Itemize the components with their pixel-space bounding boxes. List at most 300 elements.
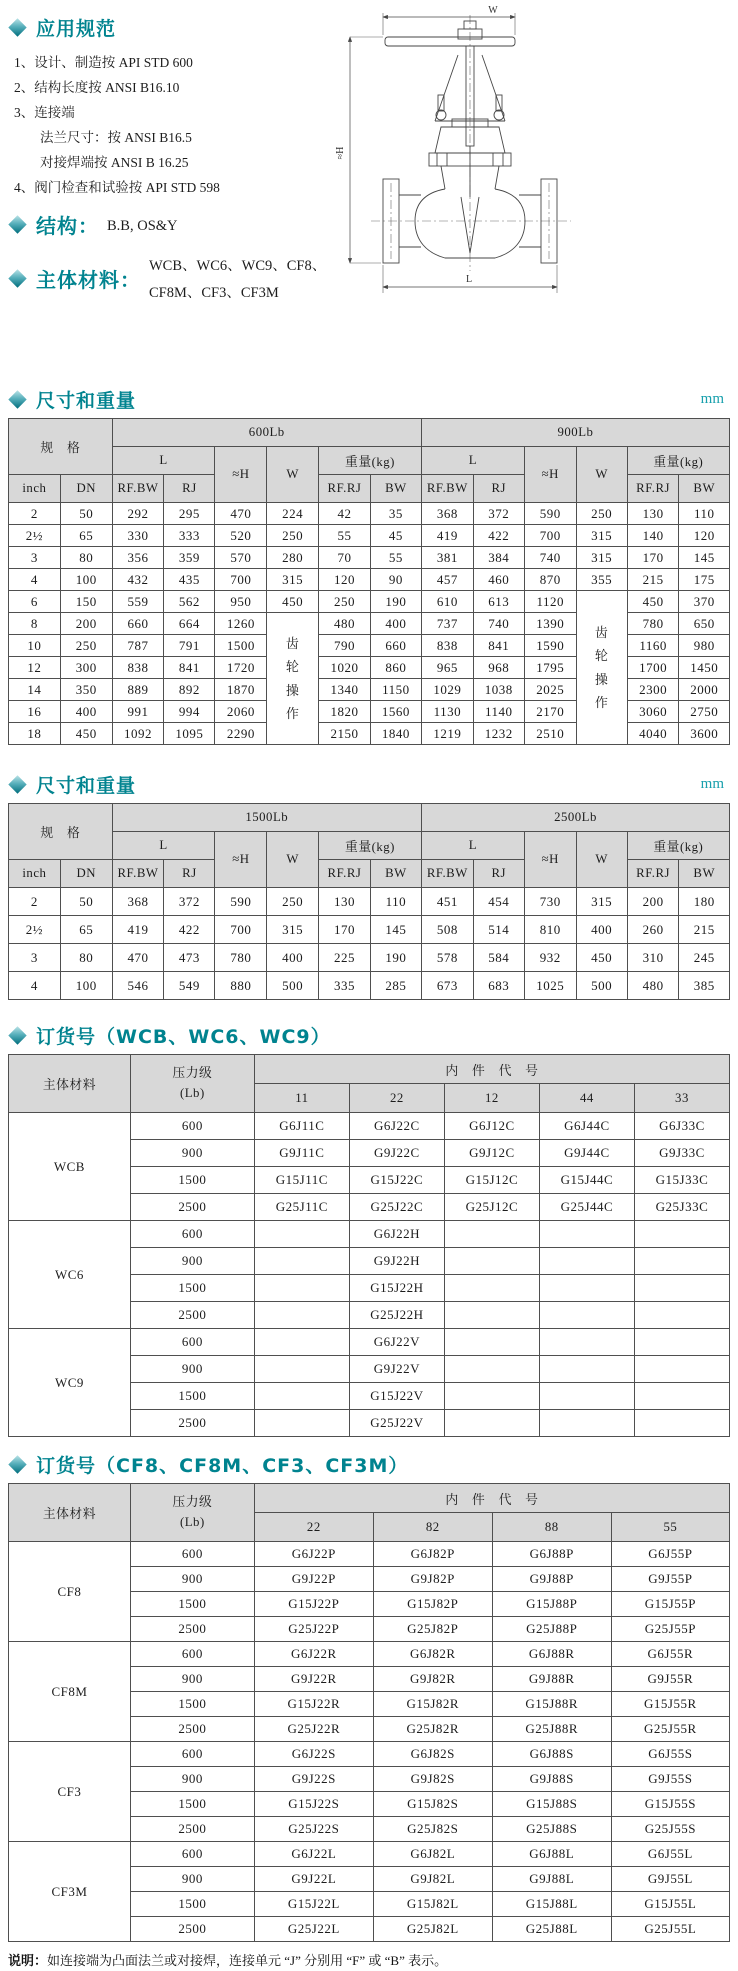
order-table-cf8 (8, 1483, 730, 1942)
data-cell: 419 (112, 916, 164, 944)
data-table (8, 803, 730, 1000)
diamond-icon (8, 1455, 26, 1473)
data-cell: G25J88R (492, 1717, 611, 1742)
data-cell (254, 1302, 349, 1329)
data-cell: 664 (164, 613, 215, 635)
header-cell: 22 (254, 1513, 373, 1542)
data-cell: G6J22H (349, 1221, 444, 1248)
data-cell: 590 (524, 503, 576, 525)
header-row (9, 1484, 730, 1513)
data-cell: 600 (130, 1329, 254, 1356)
data-cell: 900 (130, 1567, 254, 1592)
header-cell: RJ (164, 860, 215, 888)
header-row (9, 1055, 730, 1084)
header-cell: L (421, 447, 524, 475)
data-cell: 546 (112, 972, 164, 1000)
data-cell: 2000 (679, 679, 730, 701)
data-cell: 2500 (130, 1817, 254, 1842)
data-cell: WC6 (9, 1221, 131, 1329)
data-cell: 451 (421, 888, 473, 916)
data-cell: 600 (130, 1113, 254, 1140)
data-cell: 1500 (130, 1592, 254, 1617)
data-cell: G9J82L (373, 1867, 492, 1892)
data-cell: G9J88P (492, 1567, 611, 1592)
order-table-wcb (8, 1054, 730, 1437)
data-cell: 1130 (421, 701, 473, 723)
data-cell: G6J55R (611, 1642, 729, 1667)
data-cell: 315 (576, 525, 627, 547)
data-cell: 145 (370, 916, 421, 944)
data-cell: 1260 (215, 613, 267, 635)
data-cell: 150 (60, 591, 112, 613)
data-cell: 838 (421, 635, 473, 657)
material-line: CF8M、CF3、CF3M (149, 285, 279, 301)
data-cell: 250 (319, 591, 371, 613)
data-cell: 980 (679, 635, 730, 657)
header-cell: ≈H (524, 447, 576, 503)
header-cell: inch (9, 475, 61, 503)
header-cell: 88 (492, 1513, 611, 1542)
data-cell: G15J22P (254, 1592, 373, 1617)
data-cell: 10 (9, 635, 61, 657)
data-cell: G15J22C (349, 1167, 444, 1194)
header-cell: RF.BW (112, 860, 164, 888)
data-cell: 422 (473, 525, 524, 547)
data-cell: G25J22V (349, 1410, 444, 1437)
header-cell: W (267, 447, 319, 503)
material-label: 主体材料： (36, 267, 141, 292)
data-cell: G6J55L (611, 1842, 729, 1867)
data-cell: 335 (319, 972, 371, 1000)
data-cell: G9J22C (349, 1140, 444, 1167)
data-cell: 400 (267, 944, 319, 972)
data-cell: 3060 (627, 701, 679, 723)
table-row (9, 547, 730, 569)
data-cell: 900 (130, 1867, 254, 1892)
data-cell: G15J88R (492, 1692, 611, 1717)
data-cell: 260 (627, 916, 679, 944)
data-cell: G15J44C (539, 1167, 634, 1194)
data-cell: 250 (60, 635, 112, 657)
data-cell: 2500 (130, 1917, 254, 1942)
table-row (9, 1542, 730, 1567)
data-cell: 16 (9, 701, 61, 723)
data-cell: 285 (370, 972, 421, 1000)
table-row (9, 972, 730, 1000)
header-cell: 主体材料 (9, 1055, 131, 1113)
dim-table-1500-2500 (8, 803, 730, 1000)
structure-value: B.B, OS&Y (107, 217, 178, 234)
data-cell: 650 (679, 613, 730, 635)
data-cell: 450 (627, 591, 679, 613)
header-cell: RF.BW (421, 475, 473, 503)
data-cell: 473 (164, 944, 215, 972)
dim-table2-heading (0, 771, 738, 797)
data-cell: 2025 (524, 679, 576, 701)
gear-operated-cell: 齿 轮 操 作 (267, 613, 319, 745)
data-table (8, 1483, 730, 1942)
data-cell: G9J33C (634, 1140, 729, 1167)
data-cell: 932 (524, 944, 576, 972)
data-cell: 500 (576, 972, 627, 1000)
data-cell: 1020 (319, 657, 371, 679)
header-row (9, 804, 730, 832)
data-cell (634, 1383, 729, 1410)
data-cell (539, 1410, 634, 1437)
data-cell: 450 (267, 591, 319, 613)
data-cell: G9J55S (611, 1767, 729, 1792)
data-cell: G15J88P (492, 1592, 611, 1617)
data-cell: 470 (215, 503, 267, 525)
data-cell: 600 (130, 1742, 254, 1767)
data-cell: 359 (164, 547, 215, 569)
data-cell: 130 (319, 888, 371, 916)
header-cell: 内 件 代 号 (254, 1484, 729, 1513)
data-cell: 810 (524, 916, 576, 944)
data-cell: 1232 (473, 723, 524, 745)
diamond-icon (8, 269, 26, 287)
data-cell: G6J22C (349, 1113, 444, 1140)
data-cell: 1450 (679, 657, 730, 679)
data-cell: 419 (421, 525, 473, 547)
data-cell: G6J44C (539, 1113, 634, 1140)
data-cell: 1140 (473, 701, 524, 723)
data-cell: 110 (370, 888, 421, 916)
data-cell: G25J22S (254, 1817, 373, 1842)
data-cell: 50 (60, 888, 112, 916)
data-cell: 130 (627, 503, 679, 525)
table-row (9, 1221, 730, 1248)
structure-label: 结构： (36, 214, 99, 238)
header-cell: W (576, 832, 627, 888)
data-cell: 508 (421, 916, 473, 944)
data-cell: 65 (60, 525, 112, 547)
data-cell (444, 1302, 539, 1329)
data-cell: 100 (60, 569, 112, 591)
header-cell: 82 (373, 1513, 492, 1542)
data-cell: 4 (9, 569, 61, 591)
data-cell: 1820 (319, 701, 371, 723)
data-cell: 120 (679, 525, 730, 547)
data-cell (444, 1275, 539, 1302)
data-cell: 315 (267, 569, 319, 591)
table-row (9, 888, 730, 916)
data-cell: 1700 (627, 657, 679, 679)
data-cell: G25J22H (349, 1302, 444, 1329)
data-cell (254, 1248, 349, 1275)
data-cell: G15J55R (611, 1692, 729, 1717)
data-cell: G15J55P (611, 1592, 729, 1617)
data-cell: 1500 (130, 1275, 254, 1302)
data-cell: 660 (112, 613, 164, 635)
header-cell: L (421, 832, 524, 860)
header-cell: 55 (611, 1513, 729, 1542)
data-cell: 250 (267, 888, 319, 916)
header-cell: ≈H (524, 832, 576, 888)
data-cell: G25J82S (373, 1817, 492, 1842)
data-cell: 3600 (679, 723, 730, 745)
section-title: 尺寸和重量 (36, 774, 137, 797)
data-cell: 215 (627, 569, 679, 591)
data-cell: 310 (627, 944, 679, 972)
data-cell: 1795 (524, 657, 576, 679)
data-cell (444, 1248, 539, 1275)
data-cell: 2510 (524, 723, 576, 745)
header-cell: 重量(kg) (627, 832, 729, 860)
data-cell: 787 (112, 635, 164, 657)
header-row (9, 447, 730, 475)
data-cell: 2290 (215, 723, 267, 745)
diamond-icon (8, 390, 26, 408)
data-cell: 80 (60, 547, 112, 569)
data-cell: 370 (679, 591, 730, 613)
data-cell: G15J88S (492, 1792, 611, 1817)
dim-label-w: W (488, 5, 498, 16)
data-cell: 683 (473, 972, 524, 1000)
header-cell: 重量(kg) (627, 447, 729, 475)
data-cell (254, 1383, 349, 1410)
header-cell: BW (679, 475, 730, 503)
dim-table-600-900 (8, 418, 730, 745)
data-cell: 737 (421, 613, 473, 635)
data-cell (634, 1329, 729, 1356)
data-cell: G25J22C (349, 1194, 444, 1221)
data-cell (634, 1410, 729, 1437)
header-row (9, 419, 730, 447)
data-cell (539, 1221, 634, 1248)
data-cell: G25J82L (373, 1917, 492, 1942)
data-cell: G25J82P (373, 1617, 492, 1642)
data-cell: 18 (9, 723, 61, 745)
spec-item: 4、阀门检查和试验按 API STD 598 (14, 180, 220, 195)
data-cell: 12 (9, 657, 61, 679)
data-cell: 2300 (627, 679, 679, 701)
data-cell: 1120 (524, 591, 576, 613)
data-cell: 584 (473, 944, 524, 972)
spec-item: 2、结构长度按 ANSI B16.10 (14, 80, 180, 95)
data-cell: 2500 (130, 1302, 254, 1329)
diamond-icon (8, 215, 26, 233)
data-cell: 613 (473, 591, 524, 613)
table-row (9, 503, 730, 525)
data-cell: 372 (164, 888, 215, 916)
data-cell: G9J88S (492, 1767, 611, 1792)
data-cell: 315 (576, 547, 627, 569)
data-cell: 1500 (130, 1792, 254, 1817)
header-cell: 44 (539, 1084, 634, 1113)
header-cell: 规 格 (9, 419, 113, 475)
header-cell: RJ (473, 860, 524, 888)
data-cell: G15J12C (444, 1167, 539, 1194)
data-cell: 120 (319, 569, 371, 591)
spec-item: 1、设计、制造按 API STD 600 (14, 55, 193, 70)
data-cell (539, 1302, 634, 1329)
data-cell: 385 (679, 972, 730, 1000)
section-title: 尺寸和重量 (36, 389, 137, 412)
data-cell: 780 (627, 613, 679, 635)
data-cell: 892 (164, 679, 215, 701)
data-cell: 1038 (473, 679, 524, 701)
data-cell: G15J22R (254, 1692, 373, 1717)
data-cell: G9J11C (254, 1140, 349, 1167)
data-cell: G6J22L (254, 1842, 373, 1867)
data-cell: 330 (112, 525, 164, 547)
data-cell: WC9 (9, 1329, 131, 1437)
data-cell: G6J33C (634, 1113, 729, 1140)
header-cell: W (576, 447, 627, 503)
table-row (9, 944, 730, 972)
table-row (9, 1642, 730, 1667)
data-cell: G6J82R (373, 1642, 492, 1667)
data-cell: 514 (473, 916, 524, 944)
data-cell: G15J11C (254, 1167, 349, 1194)
data-cell: 190 (370, 944, 421, 972)
data-cell: 1500 (130, 1692, 254, 1717)
data-cell: 65 (60, 916, 112, 944)
data-cell: 1500 (130, 1383, 254, 1410)
header-cell: inch (9, 860, 61, 888)
data-cell: 140 (627, 525, 679, 547)
data-cell: 870 (524, 569, 576, 591)
spec-item: 3、连接端 (14, 105, 75, 120)
data-cell: 400 (576, 916, 627, 944)
data-cell: G9J22H (349, 1248, 444, 1275)
data-cell: 368 (112, 888, 164, 916)
data-cell: 4 (9, 972, 61, 1000)
data-cell: 780 (215, 944, 267, 972)
data-cell: 570 (215, 547, 267, 569)
table-row (9, 1742, 730, 1767)
data-cell: G15J82R (373, 1692, 492, 1717)
data-cell: 224 (267, 503, 319, 525)
data-cell: 1160 (627, 635, 679, 657)
table-row (9, 569, 730, 591)
header-cell: ≈H (215, 447, 267, 503)
data-cell: G9J22S (254, 1767, 373, 1792)
data-cell: 889 (112, 679, 164, 701)
data-cell: 381 (421, 547, 473, 569)
header-cell: DN (60, 860, 112, 888)
data-cell: 610 (421, 591, 473, 613)
data-cell: G9J82S (373, 1767, 492, 1792)
data-cell: 180 (679, 888, 730, 916)
data-cell: 8 (9, 613, 61, 635)
data-cell: 1029 (421, 679, 473, 701)
data-cell: 2150 (319, 723, 371, 745)
data-cell: G6J55S (611, 1742, 729, 1767)
header-cell: BW (679, 860, 730, 888)
data-cell: 660 (370, 635, 421, 657)
data-cell: G9J22L (254, 1867, 373, 1892)
data-cell: G25J55R (611, 1717, 729, 1742)
data-cell: 1025 (524, 972, 576, 1000)
data-cell: 950 (215, 591, 267, 613)
data-cell: 435 (164, 569, 215, 591)
data-cell: 300 (60, 657, 112, 679)
data-cell: 860 (370, 657, 421, 679)
data-cell: 900 (130, 1248, 254, 1275)
data-cell: 590 (215, 888, 267, 916)
data-cell: CF3M (9, 1842, 131, 1942)
data-cell (254, 1221, 349, 1248)
data-cell: G15J22H (349, 1275, 444, 1302)
data-cell: G6J82P (373, 1542, 492, 1567)
data-cell (444, 1221, 539, 1248)
header-cell: 规 格 (9, 804, 113, 860)
data-cell: 880 (215, 972, 267, 1000)
data-cell (634, 1221, 729, 1248)
data-cell: G9J82R (373, 1667, 492, 1692)
header-cell: 12 (444, 1084, 539, 1113)
data-cell: 1092 (112, 723, 164, 745)
data-cell: G25J55L (611, 1917, 729, 1942)
data-cell: 991 (112, 701, 164, 723)
data-cell: 3 (9, 944, 61, 972)
data-cell: 700 (215, 916, 267, 944)
data-cell: 600 (130, 1642, 254, 1667)
data-cell: CF8M (9, 1642, 131, 1742)
table-row (9, 1113, 730, 1140)
header-row (9, 832, 730, 860)
data-cell: 215 (679, 916, 730, 944)
table-row (9, 525, 730, 547)
header-cell: RF.RJ (319, 475, 371, 503)
data-cell: 454 (473, 888, 524, 916)
material-line: WCB、WC6、WC9、CF8、 (149, 258, 327, 274)
data-cell: 457 (421, 569, 473, 591)
data-cell: 432 (112, 569, 164, 591)
data-cell: 170 (319, 916, 371, 944)
data-cell: 1095 (164, 723, 215, 745)
header-cell: BW (370, 860, 421, 888)
data-cell: 292 (112, 503, 164, 525)
data-cell: G6J22P (254, 1542, 373, 1567)
data-cell: G15J55L (611, 1892, 729, 1917)
data-cell: G15J33C (634, 1167, 729, 1194)
data-cell: 250 (576, 503, 627, 525)
table-row (9, 916, 730, 944)
data-cell (254, 1275, 349, 1302)
header-cell: 11 (254, 1084, 349, 1113)
data-cell: G15J88L (492, 1892, 611, 1917)
data-cell: 55 (370, 547, 421, 569)
data-cell: 1560 (370, 701, 421, 723)
spec-item: 法兰尺寸：按 ANSI B16.5 (40, 130, 192, 145)
data-cell: 900 (130, 1356, 254, 1383)
data-cell (634, 1275, 729, 1302)
data-cell: G6J22V (349, 1329, 444, 1356)
data-cell: 400 (370, 613, 421, 635)
data-cell: 1150 (370, 679, 421, 701)
data-cell: 315 (267, 916, 319, 944)
data-cell (444, 1329, 539, 1356)
data-cell: 70 (319, 547, 371, 569)
data-cell: 2500 (130, 1617, 254, 1642)
header-cell: RF.BW (112, 475, 164, 503)
data-cell: G9J22P (254, 1567, 373, 1592)
data-cell: 368 (421, 503, 473, 525)
data-cell: G15J82S (373, 1792, 492, 1817)
data-cell: 740 (473, 613, 524, 635)
data-cell: G6J12C (444, 1113, 539, 1140)
header-cell: 内 件 代 号 (254, 1055, 729, 1084)
data-cell (254, 1329, 349, 1356)
data-cell: 600 (130, 1221, 254, 1248)
data-cell: 549 (164, 972, 215, 1000)
data-cell: 2500 (130, 1194, 254, 1221)
data-cell: G25J82R (373, 1717, 492, 1742)
table-row (9, 1329, 730, 1356)
